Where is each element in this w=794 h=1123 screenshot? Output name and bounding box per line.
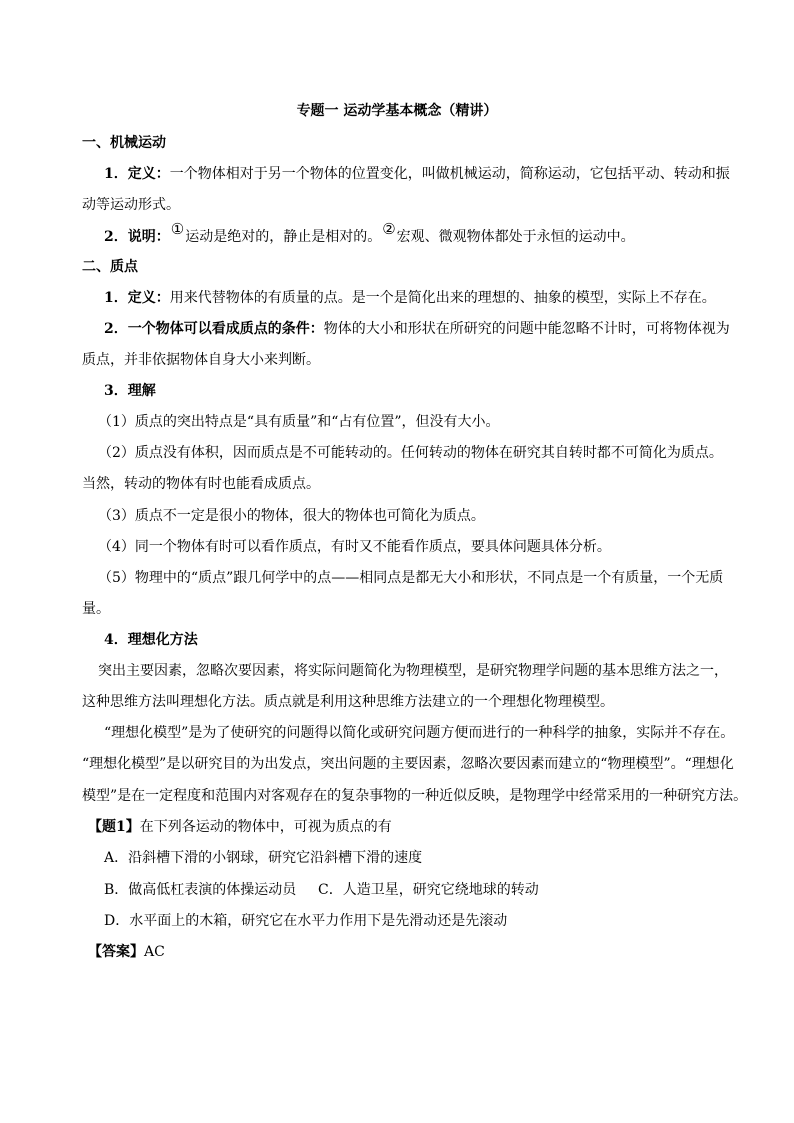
s2-point-3: （3）质点不一定是很小的物体，很大的物体也可简化为质点。: [98, 508, 485, 524]
s1-note-text-2: 宏观、微观物体都处于永恒的运动中。: [396, 229, 635, 245]
section-1-heading: 一、机械运动: [82, 135, 166, 151]
s2-point-1: （1）质点的突出特点是“具有质量”和“占有位置”，但没有大小。: [98, 414, 500, 430]
s2-condition: [104, 319, 730, 339]
s2-point-4: （4）同一个物体有时可以看作质点，有时又不能看作质点，要具体问题具体分析。: [98, 539, 611, 555]
circled-one-icon: ①: [170, 220, 185, 238]
question-1-option-b: B．做高低杠表演的体操运动员: [104, 882, 297, 898]
s1-note-text-1: 运动是绝对的，静止是相对的。: [185, 229, 382, 245]
s2-method-para-1-cont: 这种思维方法叫理想化方法。质点就是利用这种思维方法建立的一个理想化物理模型。: [82, 694, 614, 710]
s2-definition-label: 1．定义：: [104, 290, 170, 306]
s2-method-para-2-cont-1: “理想化模型”是以研究目的为出发点，突出问题的主要因素，忽略次要因素而建立的“物理模型”。“理想化: [82, 756, 734, 772]
question-1-answer: [88, 942, 165, 962]
s2-method-heading: 4．理想化方法: [104, 632, 198, 648]
question-1-option-c: C．人造卫星，研究它绕地球的转动: [318, 882, 539, 898]
s1-note: [104, 220, 635, 247]
s2-point-2: （2）质点没有体积，因而质点是不可能转动的。任何转动的物体在研究其自转时都不可简化为质点。: [98, 445, 723, 461]
s2-condition-text: 物体的大小和形状在所研究的问题中能忽略不计时，可将物体视为: [323, 321, 730, 337]
question-1-option-a: A．沿斜槽下滑的小钢球，研究它沿斜槽下滑的速度: [104, 850, 423, 866]
s1-definition: [104, 164, 730, 184]
s2-definition-text: 用来代替物体的有质量的点。是一个是简化出来的理想的、抽象的模型，实际上不存在。: [169, 290, 716, 306]
doc-title: 专题一 运动学基本概念（精讲）: [296, 103, 498, 119]
s2-point-2-cont: 当然，转动的物体有时也能看成质点。: [82, 476, 320, 492]
s2-definition: [104, 288, 716, 308]
s2-understand-heading: 3．理解: [104, 383, 156, 399]
section-2-heading: 二、质点: [82, 259, 138, 275]
s2-method-para-2: “理想化模型”是为了使研究的问题得以简化或研究问题方便而进行的一种科学的抽象，实际并不存在。: [104, 725, 735, 741]
question-1-stem: [88, 817, 392, 837]
s2-point-5-cont: 量。: [82, 601, 110, 617]
s1-definition-text: 一个物体相对于另一个物体的位置变化，叫做机械运动，简称运动，它包括平动、转动和振: [169, 166, 730, 182]
s2-method-para-2-cont-2: 模型”是在一定程度和范围内对客观存在的复杂事物的一种近似反映，是物理学中经常采用的一种研究方法。: [82, 788, 748, 804]
circled-two-icon: ②: [382, 220, 396, 238]
question-1-tag: 【题1】: [88, 819, 140, 835]
question-1-stem-text: 在下列各运动的物体中，可视为质点的有: [139, 819, 392, 835]
s1-definition-cont: 动等运动形式。: [82, 197, 180, 213]
s2-point-5: （5）物理中的“质点”跟几何学中的点——相同点是都无大小和形状，不同点是一个有质量，一个无质: [98, 570, 724, 586]
s2-method-para-1: 突出主要因素，忽略次要因素，将实际问题简化为物理模型，是研究物理学问题的基本思维方法之一，: [98, 663, 728, 679]
question-1-option-d: D．水平面上的木箱，研究它在水平力作用下是先滑动还是先滚动: [104, 913, 508, 929]
s1-note-label: 2．说明：: [104, 229, 170, 245]
question-1-answer-tag: 【答案】: [88, 944, 144, 960]
question-1-answer-text: AC: [144, 944, 165, 960]
s2-condition-cont: 质点，并非依据物体自身大小来判断。: [82, 352, 320, 368]
s1-definition-label: 1．定义：: [104, 166, 170, 182]
s2-condition-label: 2．一个物体可以看成质点的条件：: [104, 321, 324, 337]
